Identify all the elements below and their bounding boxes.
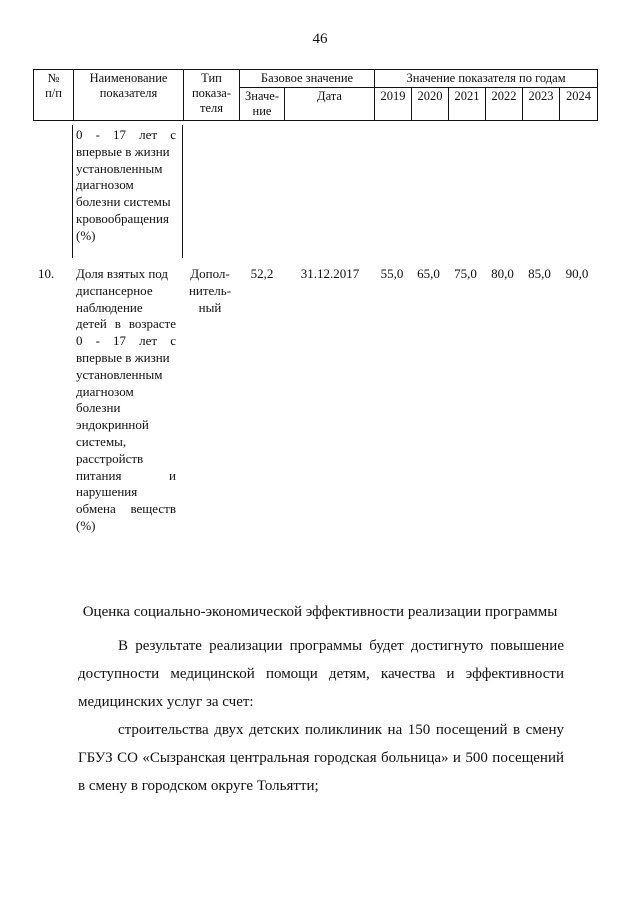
column-divider-left [72, 125, 73, 258]
row-10-value-2022: 80,0 [491, 266, 514, 281]
column-divider-right [182, 125, 183, 258]
header-years-group: Значение показателя по годам [375, 70, 598, 88]
row-10-name: Доля взятых под диспансерное наблюдение детей в возрасте 0 - 17 лет с впервые в жизни установленным диагнозом болезни эндокринной системы, расстройств питания и нарушения обмена веществ (%) [76, 266, 176, 533]
header-year: 2022 [486, 88, 523, 121]
header-base-date: Дата [285, 88, 375, 121]
indicator-table-header [33, 69, 598, 121]
header-year: 2019 [375, 88, 412, 121]
paragraph-2: строительства двух детских поликлиник на 150 посещений в смену ГБУЗ СО «Сызранская центральная городская больница» и 500 посещений в смену в городском округе Тольятти; [78, 722, 564, 794]
row-10-value-2020: 65,0 [417, 266, 440, 281]
header-year: 2020 [412, 88, 449, 121]
row-10-value-2021: 75,0 [454, 266, 477, 281]
row-10-base-value: 52,2 [250, 266, 274, 281]
header-name: Наименование показателя [74, 70, 184, 121]
header-year: 2024 [560, 88, 598, 121]
prev-row-name: 0 - 17 лет с впервые в жизни установленным диагнозом болезни системы кровообращения (%) [76, 127, 176, 243]
row-10-value-2019: 55,0 [380, 266, 404, 281]
header-year: 2023 [523, 88, 560, 121]
page-number: 46 [312, 31, 328, 47]
header-base-group: Базовое значение [240, 70, 375, 88]
row-10-number: 10. [38, 266, 55, 281]
header-base-value: Значе- ние [240, 88, 285, 121]
header-num: № п/п [34, 70, 74, 121]
header-year: 2021 [449, 88, 486, 121]
paragraph-1: В результате реализации программы будет достигнуто повышение доступности медицинской помощи детям, качества и эффективности медицинских услуг за счет: [78, 638, 564, 710]
row-10-base-date: 31.12.2017 [300, 266, 360, 281]
section-title: Оценка социально-экономической эффективности реализации программы [82, 604, 558, 620]
row-10-type: Допол- нитель- ный [188, 266, 232, 315]
row-10-value-2023: 85,0 [528, 266, 551, 281]
header-type: Тип показа- теля [184, 70, 240, 121]
row-10-value-2024: 90,0 [565, 266, 589, 281]
